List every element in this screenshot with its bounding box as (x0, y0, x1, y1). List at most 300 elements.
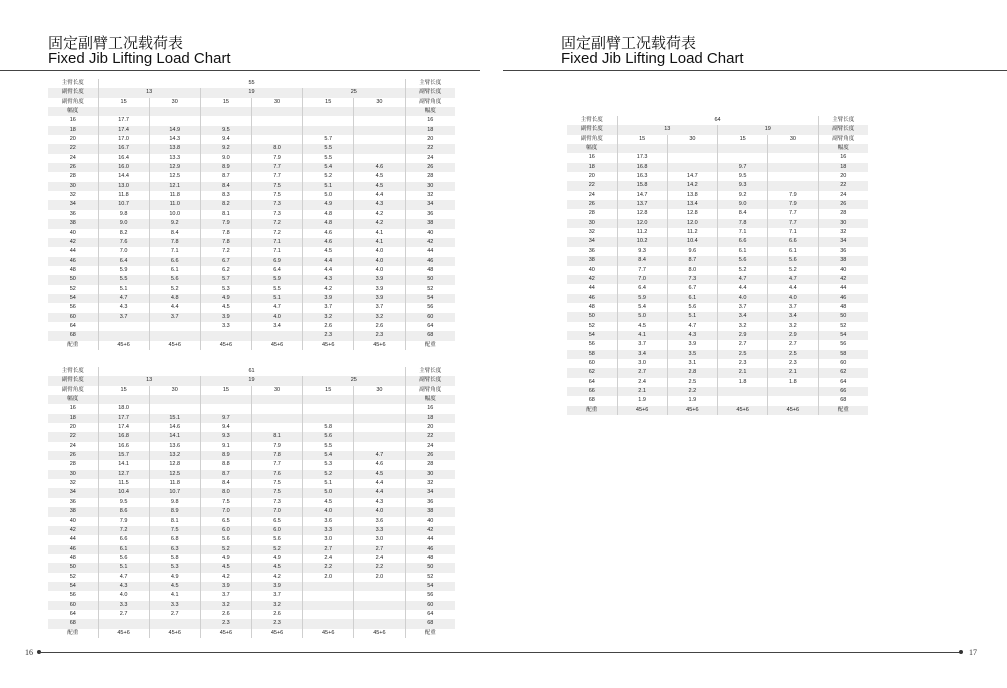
load-value: 2.4 (617, 378, 667, 387)
load-value: 16.6 (98, 442, 149, 451)
load-value: 7.5 (251, 182, 302, 191)
radius-value: 22 (48, 144, 98, 153)
load-value: 4.4 (354, 191, 405, 200)
jib-angle-label-right: 副臂角度 (818, 135, 868, 144)
jib-angle-label-right: 副臂角度 (405, 98, 455, 107)
empty-cell (98, 107, 149, 116)
table-row (567, 368, 868, 377)
jib-angle-label-right: 副臂角度 (405, 386, 455, 395)
table-row (48, 331, 455, 340)
radius-value: 24 (48, 154, 98, 163)
load-value: 1.9 (667, 396, 717, 405)
table-row (48, 200, 455, 209)
load-value: 2.7 (718, 340, 768, 349)
radius-value: 56 (567, 340, 617, 349)
load-value: 7.3 (251, 210, 302, 219)
jib-angle-value: 30 (251, 98, 302, 107)
load-value: 8.7 (667, 256, 717, 265)
radius-value-right: 30 (405, 470, 455, 479)
load-value: 12.8 (149, 460, 200, 469)
radius-value: 34 (48, 200, 98, 209)
load-value: 3.9 (251, 582, 302, 591)
counterweight-value: 45+6 (200, 341, 251, 350)
load-value: 11.8 (149, 479, 200, 488)
load-value: 4.5 (617, 322, 667, 331)
radius-value: 54 (48, 582, 98, 591)
empty-cell (718, 144, 768, 153)
table-row (567, 350, 868, 359)
load-value: 1.8 (768, 378, 818, 387)
load-value: 17.4 (98, 423, 149, 432)
load-value: 2.3 (718, 359, 768, 368)
load-value: 4.0 (768, 294, 818, 303)
load-value: 14.4 (98, 172, 149, 181)
load-value: 5.1 (303, 182, 354, 191)
load-value: 13.8 (149, 144, 200, 153)
radius-value: 44 (48, 247, 98, 256)
radius-value: 42 (48, 526, 98, 535)
left-header-rule (0, 70, 480, 71)
load-value (354, 442, 405, 451)
load-value: 8.4 (200, 479, 251, 488)
radius-value-right: 44 (405, 535, 455, 544)
table-row (48, 479, 455, 488)
load-value: 3.7 (617, 340, 667, 349)
load-value: 6.6 (768, 237, 818, 246)
load-value: 11.8 (149, 191, 200, 200)
load-value: 12.9 (149, 163, 200, 172)
load-value: 5.1 (303, 479, 354, 488)
load-value: 7.5 (200, 498, 251, 507)
load-value: 2.9 (768, 331, 818, 340)
load-value: 7.7 (251, 163, 302, 172)
load-value: 5.4 (303, 451, 354, 460)
load-value: 2.9 (718, 331, 768, 340)
counterweight-value: 45+6 (98, 341, 149, 350)
load-value: 2.7 (617, 368, 667, 377)
radius-label: 幅度 (567, 144, 617, 153)
radius-header-row (48, 395, 455, 404)
radius-value-right: 16 (818, 153, 868, 162)
jib-angle-value: 30 (149, 98, 200, 107)
load-value: 3.7 (303, 303, 354, 312)
right-page-title-cn: 固定副臂工况载荷表 (561, 35, 697, 52)
radius-value-right: 64 (405, 610, 455, 619)
load-value: 3.7 (200, 591, 251, 600)
load-value: 3.4 (617, 350, 667, 359)
radius-value-right: 34 (818, 237, 868, 246)
load-value (354, 582, 405, 591)
load-value: 9.8 (98, 210, 149, 219)
load-value: 2.7 (768, 340, 818, 349)
load-value: 5.6 (98, 554, 149, 563)
load-value: 2.3 (354, 331, 405, 340)
load-value: 7.2 (251, 219, 302, 228)
empty-cell (667, 144, 717, 153)
left-page-title-cn: 固定副臂工况载荷表 (48, 35, 184, 52)
load-value: 8.0 (251, 144, 302, 153)
load-value: 3.3 (98, 601, 149, 610)
radius-value-right: 28 (818, 209, 868, 218)
radius-value-right: 32 (405, 479, 455, 488)
load-value (768, 172, 818, 181)
radius-value-right: 46 (405, 545, 455, 554)
table-row (48, 535, 455, 544)
load-value: 5.6 (149, 275, 200, 284)
load-value: 7.7 (617, 266, 667, 275)
left-page-number: 16 (25, 648, 33, 657)
load-value: 5.5 (251, 285, 302, 294)
radius-label-right: 幅度 (405, 107, 455, 116)
radius-value-right: 26 (405, 163, 455, 172)
load-value (768, 181, 818, 190)
load-value: 9.5 (98, 498, 149, 507)
radius-value-right: 38 (818, 256, 868, 265)
table-row (567, 153, 868, 162)
load-value (718, 153, 768, 162)
load-value: 3.4 (768, 312, 818, 321)
radius-value-right: 54 (405, 582, 455, 591)
load-value: 4.9 (251, 554, 302, 563)
load-value: 3.0 (354, 535, 405, 544)
table-row (48, 322, 455, 331)
load-value: 6.7 (667, 284, 717, 293)
load-value: 4.2 (251, 573, 302, 582)
right-page-title-en: Fixed Jib Lifting Load Chart (561, 50, 744, 67)
load-value: 9.0 (718, 200, 768, 209)
table-row (48, 460, 455, 469)
load-value: 5.3 (303, 460, 354, 469)
radius-value-right: 42 (405, 526, 455, 535)
radius-value: 68 (567, 396, 617, 405)
table-row (567, 322, 868, 331)
load-value: 6.0 (251, 526, 302, 535)
table-row (48, 423, 455, 432)
table-row (567, 359, 868, 368)
empty-cell (617, 144, 667, 153)
load-value: 9.8 (149, 498, 200, 507)
radius-value-right: 26 (818, 200, 868, 209)
load-value (149, 116, 200, 125)
load-value (303, 591, 354, 600)
table-row (48, 238, 455, 247)
load-value: 4.7 (98, 573, 149, 582)
load-value: 14.1 (98, 460, 149, 469)
load-value: 4.7 (98, 294, 149, 303)
load-value: 3.9 (354, 294, 405, 303)
load-value: 9.3 (718, 181, 768, 190)
load-value: 2.4 (303, 554, 354, 563)
load-value: 4.5 (200, 563, 251, 572)
load-value (768, 396, 818, 405)
load-value: 2.1 (718, 368, 768, 377)
load-value: 12.5 (149, 470, 200, 479)
load-value: 3.7 (149, 313, 200, 322)
load-value: 12.7 (98, 470, 149, 479)
load-value: 2.6 (251, 610, 302, 619)
load-value: 3.9 (200, 582, 251, 591)
table-row (48, 275, 455, 284)
radius-value: 28 (567, 209, 617, 218)
load-value: 7.3 (667, 275, 717, 284)
load-value: 6.5 (200, 517, 251, 526)
load-value: 4.4 (718, 284, 768, 293)
load-value: 7.6 (251, 470, 302, 479)
load-value: 4.2 (354, 219, 405, 228)
load-value (303, 610, 354, 619)
main-boom-row (48, 79, 455, 88)
radius-value-right: 44 (405, 247, 455, 256)
load-value (354, 144, 405, 153)
load-value: 14.1 (149, 432, 200, 441)
table-row (48, 610, 455, 619)
load-value: 3.2 (718, 322, 768, 331)
load-value: 15.7 (98, 451, 149, 460)
load-value: 8.3 (200, 191, 251, 200)
load-value: 13.8 (667, 191, 717, 200)
counterweight-label-right: 配重 (405, 341, 455, 350)
radius-value-right: 38 (405, 507, 455, 516)
load-value: 9.7 (718, 163, 768, 172)
radius-value-right: 50 (405, 563, 455, 572)
load-value: 5.0 (617, 312, 667, 321)
radius-value-right: 54 (405, 294, 455, 303)
load-value: 4.5 (200, 303, 251, 312)
jib-angle-value: 30 (354, 98, 405, 107)
load-value: 4.0 (303, 507, 354, 516)
load-value: 4.4 (354, 488, 405, 497)
counterweight-row (48, 341, 455, 350)
load-value (354, 591, 405, 600)
load-value: 6.4 (98, 257, 149, 266)
radius-value-right: 48 (405, 554, 455, 563)
load-value: 4.1 (149, 591, 200, 600)
main-boom-value: 61 (98, 367, 405, 376)
radius-label-right: 幅度 (405, 395, 455, 404)
radius-value: 28 (48, 172, 98, 181)
radius-value: 18 (567, 163, 617, 172)
load-value: 11.0 (149, 200, 200, 209)
table-row (48, 219, 455, 228)
table-row (48, 247, 455, 256)
jib-length-value: 19 (200, 376, 302, 385)
load-value: 4.0 (251, 313, 302, 322)
load-value: 4.7 (354, 451, 405, 460)
load-value: 7.1 (768, 228, 818, 237)
right-header-rule (503, 70, 1007, 71)
load-value: 17.7 (98, 116, 149, 125)
table-row (48, 573, 455, 582)
radius-value: 36 (48, 210, 98, 219)
load-value: 4.8 (303, 210, 354, 219)
load-value: 9.4 (200, 423, 251, 432)
radius-value: 50 (48, 563, 98, 572)
load-value: 3.1 (667, 359, 717, 368)
radius-value: 50 (48, 275, 98, 284)
load-value: 7.9 (200, 219, 251, 228)
radius-value-right: 32 (405, 191, 455, 200)
load-value: 3.3 (303, 526, 354, 535)
load-value: 7.7 (768, 209, 818, 218)
table-row (48, 526, 455, 535)
radius-value-right: 20 (405, 423, 455, 432)
load-value: 8.1 (200, 210, 251, 219)
load-value: 6.6 (718, 237, 768, 246)
load-value (98, 322, 149, 331)
radius-value: 56 (48, 303, 98, 312)
jib-length-label-right: 副臂长度 (405, 88, 455, 97)
load-value: 11.2 (667, 228, 717, 237)
load-value (303, 582, 354, 591)
radius-value: 42 (567, 275, 617, 284)
table-row (48, 163, 455, 172)
load-value: 13.3 (149, 154, 200, 163)
load-value: 9.0 (200, 154, 251, 163)
load-value: 9.3 (200, 432, 251, 441)
load-value: 7.8 (149, 238, 200, 247)
load-value: 5.9 (617, 294, 667, 303)
load-value: 7.9 (98, 517, 149, 526)
load-value: 8.4 (200, 182, 251, 191)
radius-value: 60 (567, 359, 617, 368)
table-row (48, 313, 455, 322)
load-value: 18.0 (98, 404, 149, 413)
load-value: 4.9 (200, 554, 251, 563)
load-value (251, 404, 302, 413)
footer-rule (39, 652, 961, 653)
table-row (48, 582, 455, 591)
radius-value: 38 (48, 219, 98, 228)
load-value: 10.7 (149, 488, 200, 497)
load-value: 13.7 (617, 200, 667, 209)
radius-value-right: 56 (405, 591, 455, 600)
table-row (48, 432, 455, 441)
load-value: 3.7 (354, 303, 405, 312)
load-value: 8.7 (200, 470, 251, 479)
empty-cell (303, 395, 354, 404)
empty-cell (98, 395, 149, 404)
table-row (48, 257, 455, 266)
load-value: 4.1 (354, 229, 405, 238)
load-value: 5.8 (149, 554, 200, 563)
empty-cell (251, 107, 302, 116)
load-value: 3.2 (354, 313, 405, 322)
radius-value: 52 (48, 573, 98, 582)
load-value: 7.2 (251, 229, 302, 238)
load-value: 2.5 (768, 350, 818, 359)
load-value: 5.2 (303, 470, 354, 479)
load-value: 5.1 (667, 312, 717, 321)
load-value (251, 116, 302, 125)
radius-value-right: 68 (405, 619, 455, 628)
radius-header-row (567, 144, 868, 153)
load-value: 17.3 (617, 153, 667, 162)
load-value: 5.0 (303, 488, 354, 497)
empty-cell (251, 395, 302, 404)
radius-value: 30 (567, 219, 617, 228)
radius-value: 60 (48, 313, 98, 322)
table-row (48, 294, 455, 303)
load-value: 7.1 (251, 247, 302, 256)
load-value: 4.3 (98, 582, 149, 591)
load-value: 17.7 (98, 414, 149, 423)
table-row (48, 470, 455, 479)
load-value (354, 414, 405, 423)
radius-value-right: 54 (818, 331, 868, 340)
radius-value: 48 (567, 303, 617, 312)
load-value: 7.2 (98, 526, 149, 535)
load-value: 3.2 (251, 601, 302, 610)
jib-length-value: 19 (718, 125, 819, 134)
load-value: 10.0 (149, 210, 200, 219)
load-value: 4.7 (667, 322, 717, 331)
table-row (48, 517, 455, 526)
table-row (48, 554, 455, 563)
table-row (48, 116, 455, 125)
radius-value: 22 (48, 432, 98, 441)
load-value: 2.8 (667, 368, 717, 377)
load-value: 3.9 (303, 294, 354, 303)
load-value: 7.1 (718, 228, 768, 237)
radius-header-row (48, 107, 455, 116)
jib-angle-value: 15 (303, 98, 354, 107)
empty-cell (149, 107, 200, 116)
load-value: 4.5 (149, 582, 200, 591)
load-value: 16.0 (98, 163, 149, 172)
load-value: 8.4 (617, 256, 667, 265)
radius-value-right: 48 (818, 303, 868, 312)
table-row (567, 284, 868, 293)
radius-value: 62 (567, 368, 617, 377)
counterweight-value: 45+6 (251, 341, 302, 350)
load-value: 12.8 (667, 209, 717, 218)
radius-value-right: 18 (405, 126, 455, 135)
jib-length-value: 13 (98, 376, 200, 385)
load-value: 2.3 (768, 359, 818, 368)
load-value: 7.0 (617, 275, 667, 284)
load-value: 5.2 (149, 285, 200, 294)
counterweight-value: 45+6 (354, 629, 405, 638)
table-row (567, 209, 868, 218)
load-value (667, 153, 717, 162)
load-value: 5.9 (251, 275, 302, 284)
table-row (567, 312, 868, 321)
table-row (48, 229, 455, 238)
load-value: 7.3 (251, 200, 302, 209)
radius-value: 44 (48, 535, 98, 544)
radius-value: 24 (48, 442, 98, 451)
radius-value: 64 (48, 610, 98, 619)
main-boom-label-right: 主臂长度 (818, 116, 868, 125)
radius-value-right: 40 (818, 266, 868, 275)
load-value: 17.0 (98, 135, 149, 144)
load-chart-table-55 (48, 79, 455, 350)
load-value: 17.4 (98, 126, 149, 135)
load-value: 9.0 (98, 219, 149, 228)
table-row (567, 275, 868, 284)
load-value: 5.5 (303, 154, 354, 163)
radius-value-right: 56 (405, 303, 455, 312)
load-value: 5.2 (303, 172, 354, 181)
jib-angle-row (48, 386, 455, 395)
load-value: 9.3 (617, 247, 667, 256)
load-value: 14.3 (149, 135, 200, 144)
table-row (48, 182, 455, 191)
load-value (98, 331, 149, 340)
load-value: 16.4 (98, 154, 149, 163)
load-value: 5.6 (303, 432, 354, 441)
load-value: 5.7 (200, 275, 251, 284)
